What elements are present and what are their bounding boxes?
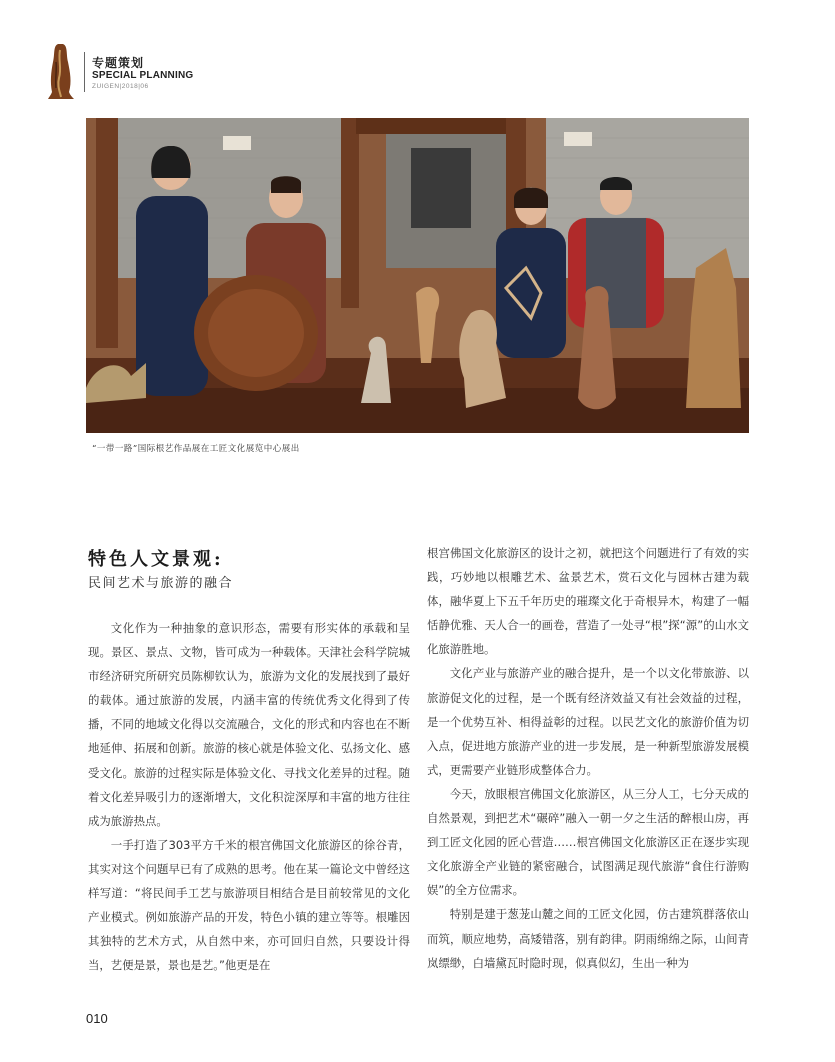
article-subtitle: 民间艺术与旅游的融合: [88, 576, 234, 591]
header-divider: [84, 52, 85, 92]
right-column: [427, 541, 749, 975]
paragraph: 一手打造了303平方千米的根宫佛国文化旅游区的徐谷青，其实对这个问题早已有了成熟的思考。他在某一篇论文中曾经这样写道：“将民间手工艺与旅游项目相结合是目前较常见的文化产业模式。例如旅游产品的开发，特色小镇的建立等等。根雕因其独特的艺术方式，从自然中来，亦可回归自然，只要设计得当，艺便是景，景也是艺。”他更是在: [88, 837, 410, 973]
exhibition-photo: [86, 118, 749, 433]
paragraph: 特别是建于葱茏山麓之间的工匠文化园，仿古建筑群落依山而筑，顺应地势，高矮错落，别有韵律。阴雨绵绵之际，山间青岚缥缈，白墙黛瓦时隐时现，似真似幻，生出一种为: [427, 907, 749, 970]
page-number: 010: [86, 1011, 108, 1026]
left-column: [88, 616, 410, 977]
paragraph: 文化产业与旅游产业的融合提升，是一个以文化带旅游、以旅游促文化的过程，是一个既有经济效益又有社会效益的过程，是一个优势互补、相得益彰的过程。以民艺文化的旅游价值为切入点，促进地方旅游产业的进一步发展，是一种新型旅游发展模式，更需要产业链形成整体合力。: [427, 666, 749, 777]
photo-caption: “一带一路”国际根艺作品展在工匠文化展览中心展出: [92, 444, 300, 454]
root-sculpture-logo-icon: [46, 42, 76, 100]
article-title: 特色人文景观:: [88, 549, 224, 570]
paragraph: 今天，放眼根宫佛国文化旅游区，从三分人工，七分天成的自然景观，到把艺术“碾碎”融入一朝一夕之生活的醉根山房，再到工匠文化园的匠心营造……根宫佛国文化旅游区正在逐步实现文化旅游全产业链的紧密融合，试图满足现代旅游“食住行游购娱”的全方位需求。: [427, 786, 749, 898]
paragraph-continued: 根宫佛国文化旅游区的设计之初，就把这个问题进行了有效的实践，巧妙地以根雕艺术、盆景艺术，赏石文化与园林古建为载体，融华夏上下五千年历史的璀璨文化于奇根异木，构建了一幅恬静优雅、天人合一的画卷，营造了一处寻“根”探“源”的山水文化旅游胜地。: [427, 546, 749, 657]
section-title-cn: 专题策划: [92, 56, 145, 70]
section-title-en: SPECIAL PLANNING: [92, 70, 194, 81]
paragraph: 文化作为一种抽象的意识形态，需要有形实体的承载和呈现。景区、景点、文物，皆可成为一种载体。天津社会科学院城市经济研究所研究员陈柳钦认为，旅游为文化的发展找到了最好的载体。通过旅游的发展，内涵丰富的传统优秀文化得到了传播，不同的地域文化得以交流融合，文化的形式和内容也在不断地延伸、拓展和创新。旅游的核心就是体验文化、弘扬文化、感受文化。旅游的过程实际是体验文化、寻找文化差异的过程。随着文化差异吸引力的逐渐增大，文化积淀深厚和丰富的地方往往成为旅游热点。: [88, 621, 410, 828]
issue-label: ZUIGEN|2018|06: [92, 83, 149, 90]
